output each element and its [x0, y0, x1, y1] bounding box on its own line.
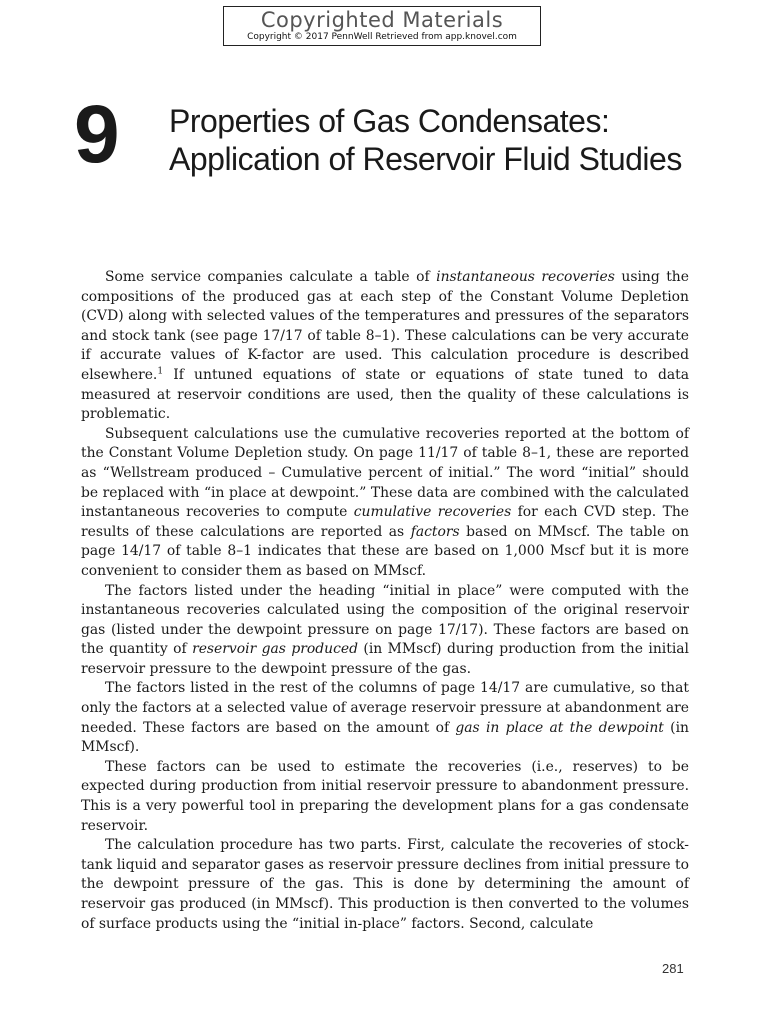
paragraph [81, 425, 689, 582]
text-run: based on MMscf. The table on page 14/17 of table 8–1 indicates that these are based on 1,000 Mscf but it is more convenient to consider them as based on MMscf. [81, 523, 689, 579]
text-run: The factors listed in the rest of the columns of page 14/17 are cumulative, so that only the factors at a selected value of average reservoir pressure at abandonment are needed. These factors are based on the amount of [81, 680, 689, 736]
chapter-number: 9 [74, 89, 118, 180]
emphasized-text: instantaneous recoveries [436, 269, 615, 285]
chapter-title-line-2: Application of Reservoir Fluid Studies [169, 141, 682, 177]
footnote-reference: 1 [157, 366, 164, 377]
text-run: Some service companies calculate a table of [105, 269, 437, 285]
text-run: These factors can be used to estimate the recoveries (i.e., reserves) to be expected during production from initial reservoir pressure to abandonment pressure. This is a very powerful tool in preparing the development plans for a gas condensate reservoir. [81, 758, 689, 834]
body-text [81, 268, 689, 934]
text-run: If untuned equations of state or equations of state tuned to data measured at reservoir conditions are used, then the quality of these calculations is problematic. [81, 366, 689, 423]
paragraph [81, 679, 689, 757]
stamp-subtitle: Copyright © 2017 PennWell Retrieved from app.knovel.com [247, 32, 517, 42]
text-run: using the compositions of the produced gas at each step of the Constant Volume Depletion (CVD) along with selected values of the temperatures and pressures of the separators and stock tank (see page 17/17 of table 8–1). These calculations can be very accurate if accurate values of K-factor are used. This calculation procedure is described elsewhere. [81, 269, 689, 383]
chapter-title-line-1: Properties of Gas Condensates: [169, 103, 610, 139]
stamp-title: Copyrighted Materials [260, 8, 504, 32]
emphasized-text: cumulative recoveries [353, 504, 512, 521]
text-run: Subsequent calculations use the cumulative recoveries reported at the bottom of the Constant Volume Depletion study. On page 11/17 of table 8–1, these are reported as “Wellstream produced – Cumulative percent of initial.” The word “initial” should be replaced with “in place at dewpoint.” These data are combined with the calculated instantaneous recoveries to compute [81, 425, 689, 521]
paragraph [81, 582, 689, 680]
paragraph [81, 758, 689, 836]
emphasized-text: gas in place at the dewpoint [455, 719, 664, 736]
text-run: The factors listed under the heading “initial in place” were computed with the instantaneous recoveries calculated using the composition of the original reservoir gas (listed under the dewpoint pressure on page 17/17). These factors are based on the quantity of [81, 582, 689, 658]
text-run: (in MMscf). [81, 719, 689, 756]
text-run: for each CVD step. The results of these calculations are reported as [81, 504, 690, 540]
page-number: 281 [662, 961, 684, 976]
paragraph [81, 268, 689, 425]
copyright-stamp [223, 6, 541, 46]
emphasized-text: reservoir gas produced [192, 641, 358, 658]
paragraph [81, 836, 689, 934]
text-run: The calculation procedure has two parts. First, calculate the recoveries of stock-tank liquid and separator gases as reservoir pressure declines from initial pressure to the dewpoint pressure of the gas. This is done by determining the amount of reservoir gas produced (in MMscf). This production is then converted to the volumes of surface products using the “initial in-place” factors. Second, calculate [81, 837, 689, 932]
chapter-title [169, 102, 729, 178]
emphasized-text: factors [410, 523, 460, 540]
text-run: (in MMscf) during production from the initial reservoir pressure to the dewpoint pressure of the gas. [81, 641, 689, 677]
